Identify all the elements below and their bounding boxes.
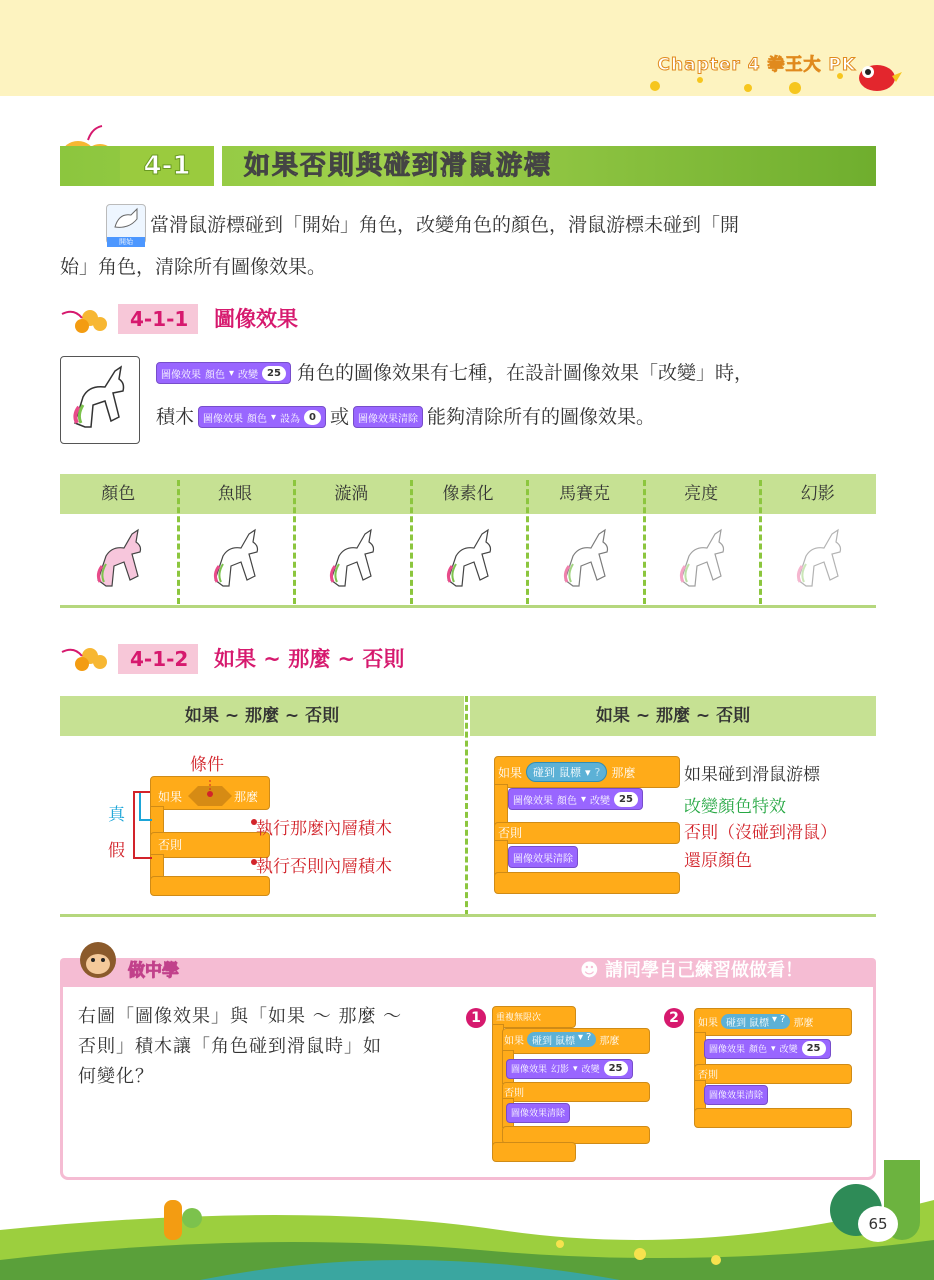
value-input[interactable]: 0 (304, 410, 321, 425)
effect-header-4: 馬賽克 (559, 484, 611, 504)
value-input[interactable]: 25 (604, 1061, 628, 1076)
sprite-box (60, 356, 140, 444)
if-label: 如果 (158, 790, 183, 804)
block-op: 改變 (590, 795, 611, 807)
unicorn-effect-icon (321, 524, 381, 594)
touching-block[interactable]: 碰到 鼠標 ▾ ? (527, 1032, 596, 1047)
then-label: 那麼 (599, 1036, 620, 1047)
unicorn-effect-icon (88, 524, 148, 594)
effect-row (508, 788, 643, 810)
practice-title: 做中學 (128, 961, 179, 981)
subsection-number: 4-1-1 (130, 307, 189, 331)
intro-line-2: 始」角色，清除所有圖像效果。 (60, 256, 327, 278)
effect-header-1: 魚眼 (217, 484, 252, 504)
else-label: 否則 (698, 1070, 718, 1081)
block-op: 改變 (581, 1065, 600, 1075)
block-label: 圖像效果 (161, 369, 201, 381)
change-effect-block[interactable]: 圖像效果 顏色 ▾ 改變 25 (704, 1039, 831, 1059)
section-title: 如果否則與碰到滑鼠游標 (244, 151, 553, 181)
annotation-else: 否則（沒碰到滑鼠） (684, 823, 837, 843)
end-block (150, 876, 270, 896)
end-block (494, 872, 680, 894)
unicorn-effect-icon (671, 524, 731, 594)
section-number: 4-1 (120, 146, 214, 186)
divider (759, 480, 762, 604)
if-row (498, 760, 635, 784)
clear-effects-block[interactable]: 圖像效果清除 (508, 846, 578, 868)
else-label: 否則 (158, 838, 183, 852)
condition-label: 條件 (190, 755, 224, 775)
effect-header-0: 顏色 (101, 484, 136, 504)
block-label: 圖像效果 (513, 795, 553, 807)
effects-text-line-2 (156, 400, 655, 434)
value-input[interactable]: 25 (262, 366, 286, 381)
unicorn-effect-icon (205, 524, 265, 594)
touching-label: 碰到 (726, 1018, 746, 1029)
divider (177, 480, 180, 604)
practice-text-2: 否則」積木讓「角色碰到滑鼠時」如 (78, 1036, 382, 1057)
page-header (0, 0, 934, 96)
example-number: 1 (466, 1008, 486, 1028)
set-effect-block[interactable]: 圖像效果 顏色 ▾ 設為 0 (198, 406, 326, 428)
true-label: 真 (108, 805, 125, 825)
unicorn-icon (107, 205, 145, 233)
effect-header-6: 幻影 (800, 484, 835, 504)
if-label: 如果 (504, 1036, 524, 1047)
monkey-icon (64, 934, 128, 988)
clear-effects-block[interactable]: 圖像效果清除 (506, 1103, 570, 1123)
effects-text-1: 角色的圖像效果有七種，在設計圖像效果「改變」時， (296, 362, 753, 384)
mouse-dropdown[interactable]: 鼠標 (559, 766, 582, 779)
divider (410, 480, 413, 604)
flower-icon (60, 642, 120, 674)
if-label: 如果 (698, 1018, 718, 1029)
value-input[interactable]: 25 (614, 792, 638, 807)
practice-text-3: 何變化？ (78, 1066, 154, 1087)
effects-text-2c: 能夠清除所有的圖像效果。 (427, 406, 656, 428)
practice-text-1: 右圖「圖像效果」與「如果 ～ 那麼 ～ (78, 1006, 403, 1027)
unicorn-effect-icon (438, 524, 498, 594)
clear-effects-block[interactable]: 圖像效果清除 (704, 1085, 768, 1105)
block-label: 圖像效果 (709, 1045, 746, 1055)
subsection-title: 如果 ~ 那麼 ~ 否則 (214, 647, 405, 671)
end-block (694, 1108, 852, 1128)
effect-dropdown[interactable]: 顏色 (247, 413, 268, 425)
ifelse-right-header: 如果 ~ 那麼 ~ 否則 (470, 696, 876, 736)
flower-icon (60, 304, 120, 336)
effects-table (60, 474, 876, 606)
chapter-title: Chapter 4 拳王大 PK (657, 55, 856, 75)
effect-header-3: 像素化 (442, 484, 494, 504)
change-effect-block[interactable]: 圖像效果 幻影 ▾ 改變 25 (506, 1059, 633, 1079)
block-label: 圖像效果 (203, 413, 244, 425)
else-label: 否則 (504, 1088, 524, 1099)
sprite-label: 開始 (107, 237, 145, 247)
exec-then-label: 執行那麼內層積木 (256, 819, 392, 839)
effect-dropdown[interactable]: 顏色 (749, 1045, 768, 1055)
touching-block[interactable]: 碰到 鼠標 ▾ ? (721, 1014, 790, 1029)
then-label: 那麼 (611, 765, 636, 780)
divider (526, 480, 529, 604)
ifelse-left-header: 如果 ~ 那麼 ~ 否則 (60, 696, 464, 736)
divider (60, 605, 876, 608)
clear-effects-block[interactable]: 圖像效果清除 (353, 406, 423, 428)
exec-else-label: 執行否則內層積木 (256, 857, 392, 877)
bird-icon (852, 58, 902, 94)
change-effect-block[interactable]: 圖像效果 顏色 ▾ 改變 25 (508, 788, 643, 810)
practice-prompt (580, 958, 803, 984)
effects-text-2a: 積木 (156, 406, 195, 428)
practice-prompt-text: 請同學自己練習做做看！ (605, 960, 804, 981)
intro-line-1: 當滑鼠游標碰到「開始」角色，改變角色的顏色，滑鼠游標未碰到「開 (150, 214, 740, 236)
divider (293, 480, 296, 604)
subsection-number: 4-1-2 (130, 647, 189, 671)
change-effect-block[interactable]: 圖像效果 顏色 ▾ 改變 25 (156, 362, 291, 384)
touching-label: 碰到 (533, 766, 556, 779)
help-icon: ? (780, 1014, 786, 1025)
sprite-thumbnail (106, 204, 146, 244)
annotation-effect: 改變顏色特效 (684, 797, 786, 817)
effect-row (506, 1058, 633, 1079)
annotation-restore: 還原顏色 (684, 851, 752, 871)
block-op: 設為 (280, 413, 301, 425)
effect-dropdown[interactable]: 顏色 (205, 369, 225, 381)
mouse-dropdown[interactable]: 鼠標 (749, 1018, 769, 1029)
unicorn-effect-icon (788, 524, 848, 594)
mouse-dropdown[interactable]: 鼠標 (555, 1036, 575, 1047)
if-label: 如果 (498, 765, 523, 780)
forever-label: 重複無限次 (496, 1013, 542, 1023)
clear-row (704, 1084, 768, 1105)
block-op: 改變 (238, 369, 259, 381)
effect-dropdown[interactable]: 顏色 (557, 795, 577, 807)
then-label: 那麼 (234, 790, 259, 804)
else-label: 否則 (498, 826, 523, 840)
page-number: 65 (858, 1206, 898, 1242)
false-label: 假 (108, 841, 125, 861)
divider (214, 146, 222, 186)
if-row (698, 1014, 813, 1029)
smile-icon: ☻ (580, 960, 606, 981)
touching-label: 碰到 (532, 1036, 552, 1047)
divider (643, 480, 646, 604)
clear-row (506, 1102, 570, 1123)
effect-row (704, 1038, 831, 1059)
unicorn-icon (61, 357, 139, 443)
block-label: 圖像效果 (511, 1065, 548, 1075)
then-label: 那麼 (793, 1018, 814, 1029)
clear-row (508, 846, 578, 868)
forever-end (492, 1142, 576, 1162)
effect-dropdown[interactable]: 幻影 (551, 1065, 570, 1075)
unicorn-effect-icon (555, 524, 615, 594)
effects-text-2b: 或 (330, 406, 350, 428)
effect-header-2: 漩渦 (334, 484, 369, 504)
help-icon: ? (586, 1032, 592, 1043)
example-number: 2 (664, 1008, 684, 1028)
divider (60, 914, 876, 917)
else-block (502, 1082, 650, 1102)
touching-block[interactable]: 碰到 鼠標 ▾ ? (526, 762, 607, 782)
annotation-if: 如果碰到滑鼠游標 (684, 765, 820, 785)
footer-landscape (0, 1160, 934, 1280)
subsection-title: 圖像效果 (214, 307, 298, 331)
value-input[interactable]: 25 (802, 1041, 826, 1056)
help-icon: ? (594, 765, 601, 779)
else-block-arm (494, 840, 508, 876)
header-decoration (0, 0, 934, 96)
divider (465, 696, 468, 916)
block-op: 改變 (779, 1045, 798, 1055)
effects-text-line-1 (156, 356, 753, 390)
if-row (504, 1032, 619, 1047)
effect-header-5: 亮度 (684, 484, 719, 504)
